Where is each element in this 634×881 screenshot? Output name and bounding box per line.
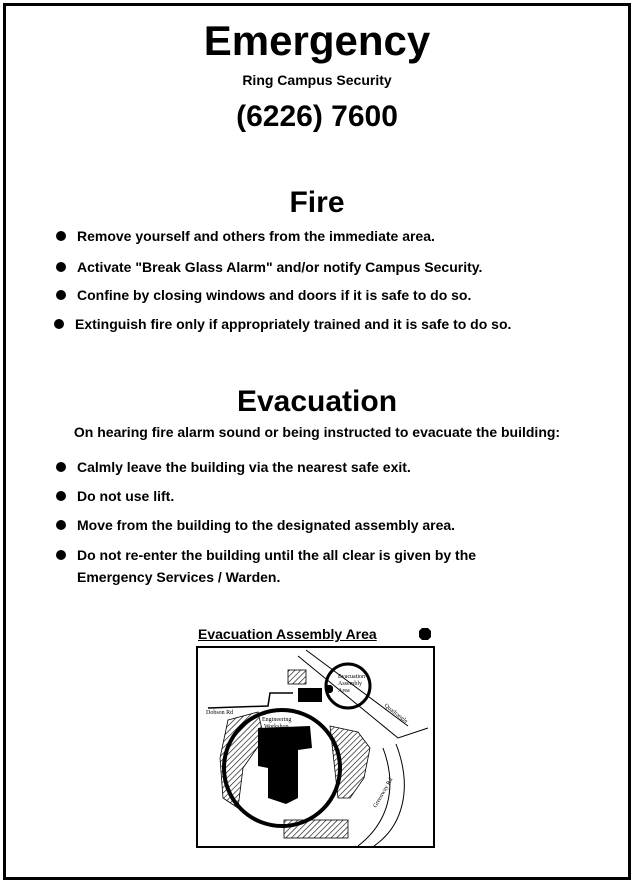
evacuation-item: Calmly leave the building via the nearest safe exit. bbox=[53, 457, 411, 477]
bullet-icon bbox=[56, 462, 66, 472]
bullet-icon bbox=[54, 319, 64, 329]
building-solid bbox=[258, 726, 312, 804]
evacuation-item-continued: Emergency Services / Warden. bbox=[77, 569, 281, 585]
bullet-icon bbox=[56, 550, 66, 560]
building-hatched bbox=[284, 820, 348, 838]
evacuation-item: Move from the building to the designated assembly area. bbox=[53, 515, 455, 535]
engineering-label: Workshop bbox=[264, 724, 289, 730]
security-phone: (6226) 7600 bbox=[236, 100, 398, 133]
evacuation-item: Do not use lift. bbox=[53, 486, 174, 506]
site-plan bbox=[198, 648, 433, 846]
page-title: Emergency bbox=[203, 17, 431, 64]
assembly-label: Assembly bbox=[338, 681, 362, 687]
bullet-icon bbox=[56, 231, 66, 241]
assembly-label: Area bbox=[338, 688, 350, 694]
fire-item: Activate "Break Glass Alarm" and/or notify Campus Security. bbox=[53, 257, 482, 277]
evacuation-item: Do not re-enter the building until the all clear is given by the bbox=[53, 545, 476, 565]
road-label: Dobson Rd bbox=[206, 710, 234, 716]
fire-heading: Fire bbox=[289, 186, 345, 219]
evacuation-heading: Evacuation bbox=[236, 385, 398, 418]
road-label: Greenway Rd bbox=[372, 777, 395, 809]
road-line bbox=[208, 693, 293, 708]
security-subtitle: Ring Campus Security bbox=[242, 72, 392, 88]
evacuation-intro: On hearing fire alarm sound or being instructed to evacuate the building: bbox=[73, 424, 561, 440]
bullet-icon bbox=[56, 520, 66, 530]
road-label: Quadrangle bbox=[382, 702, 409, 725]
engineering-label: Engineering bbox=[262, 717, 292, 723]
assembly-point-icon bbox=[325, 685, 333, 693]
fire-item: Extinguish fire only if appropriately trained and it is safe to do so. bbox=[51, 314, 511, 334]
map-title: Evacuation Assembly Area bbox=[198, 626, 377, 642]
bullet-icon bbox=[56, 491, 66, 501]
fire-item: Remove yourself and others from the immediate area. bbox=[53, 226, 435, 246]
bullet-icon bbox=[56, 262, 66, 272]
fire-item: Confine by closing windows and doors if it is safe to do so. bbox=[53, 285, 471, 305]
building-solid bbox=[298, 688, 322, 702]
assembly-marker-icon bbox=[418, 627, 432, 641]
evacuation-map bbox=[196, 646, 435, 848]
building-hatched bbox=[288, 670, 306, 684]
assembly-label: Evacuation bbox=[338, 674, 365, 680]
bullet-icon bbox=[56, 290, 66, 300]
